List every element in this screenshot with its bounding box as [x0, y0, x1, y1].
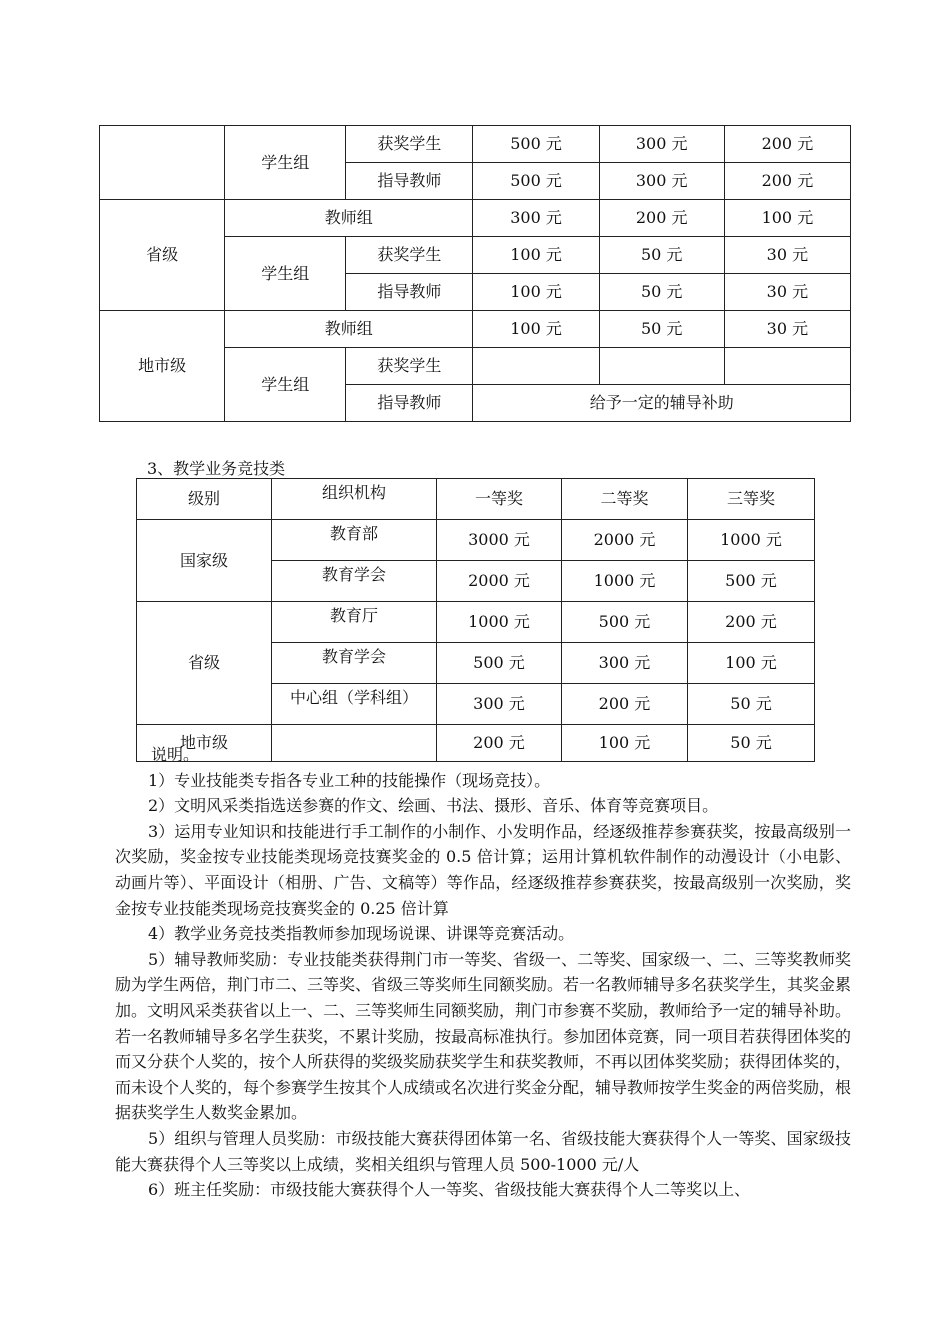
amount-cell: 200 元	[688, 602, 815, 643]
amount-cell: 1000 元	[688, 520, 815, 561]
amount-cell: 500 元	[437, 643, 562, 684]
amount-cell: 500 元	[473, 163, 599, 200]
role-cell: 获奖学生	[346, 237, 473, 274]
subsidy-cell: 给予一定的辅导补助	[473, 385, 851, 422]
group-cell: 学生组	[225, 237, 346, 311]
amount-cell: 2000 元	[437, 561, 562, 602]
amount-cell: 100 元	[562, 725, 688, 762]
header-cell: 三等奖	[688, 479, 815, 520]
amount-cell: 500 元	[562, 602, 688, 643]
section-title: 3、教学业务竞技类	[147, 459, 286, 478]
group-cell: 教师组	[225, 200, 473, 237]
amount-cell: 200 元	[724, 163, 850, 200]
amount-cell: 1000 元	[562, 561, 688, 602]
amount-cell: 200 元	[562, 684, 688, 725]
amount-cell: 50 元	[688, 684, 815, 725]
amount-cell: 500 元	[688, 561, 815, 602]
amount-cell: 50 元	[599, 274, 724, 311]
header-cell: 级别	[137, 479, 272, 520]
org-cell: 教育学会	[272, 643, 437, 684]
notes-section	[115, 742, 851, 1203]
level-cell-national	[100, 126, 225, 200]
role-cell: 获奖学生	[346, 126, 473, 163]
level-cell-provincial: 省级	[100, 200, 225, 311]
note-item: 6）班主任奖励：市级技能大赛获得个人一等奖、省级技能大赛获得个人二等奖以上、	[148, 1180, 751, 1200]
role-cell: 指导教师	[346, 274, 473, 311]
amount-cell: 30 元	[724, 237, 850, 274]
amount-cell: 100 元	[473, 237, 599, 274]
amount-cell: 100 元	[473, 274, 599, 311]
amount-cell: 200 元	[599, 200, 724, 237]
org-cell: 教育厅	[272, 602, 437, 643]
teaching-award-table	[136, 478, 815, 762]
org-cell: 中心组（学科组）	[272, 684, 437, 725]
amount-cell: 200 元	[724, 126, 850, 163]
group-cell: 学生组	[225, 126, 346, 200]
org-cell: 教育部	[272, 520, 437, 561]
amount-cell: 30 元	[724, 311, 850, 348]
note-item: 5）辅导教师奖励：专业技能类获得荆门市一等奖、省级一、二等奖、国家级一、二、三等奖教师奖励为学生两倍，荆门市二、三等奖、省级三等奖师生同额奖励。若一名教师辅导多名获奖学生，其奖金累加。文明风采类获省以上一、二、三等奖师生同额奖励，荆门市参赛不奖励，教师给予一定的辅导补助。若一名教师辅导多名学生获奖，不累计奖励，按最高标准执行。参加团体竞赛，同一项目若获得团体奖的而又分获个人奖的，按个人所获得的奖级奖励获奖学生和获奖教师，不再以团体奖奖励；获得团体奖的，而未设个人奖的，每个参赛学生按其个人成绩或名次进行奖金分配，辅导教师按学生奖金的两倍奖励，根据获奖学生人数奖金累加。	[115, 949, 852, 1123]
note-item: 3）运用专业知识和技能进行手工制作的小制作、小发明作品，经逐级推荐参赛获奖，按最高级别一次奖励，奖金按专业技能类现场竞技赛奖金的 0.5 倍计算；运用计算机软件制作的动漫设计（小电影、动画片等）、平面设计（相册、广告、文稿等）等作品，经逐级推荐参赛获奖，按最高级别一次奖励，奖金按专业技能类现场竞技赛奖金的 0.25 倍计算	[115, 821, 851, 918]
note-item: 4）教学业务竞技类指教师参加现场说课、讲课等竞赛活动。	[148, 924, 575, 944]
role-cell: 指导教师	[346, 385, 473, 422]
amount-cell: 300 元	[562, 643, 688, 684]
amount-cell: 100 元	[473, 311, 599, 348]
amount-cell: 200 元	[437, 725, 562, 762]
org-cell: 教育学会	[272, 561, 437, 602]
amount-cell: 100 元	[688, 643, 815, 684]
role-cell: 获奖学生	[346, 348, 473, 385]
amount-cell: 300 元	[599, 163, 724, 200]
note-item: 2）文明风采类指选送参赛的作文、绘画、书法、摄形、音乐、体育等竞赛项目。	[148, 796, 719, 816]
group-cell: 学生组	[225, 348, 346, 422]
note-item: 5）组织与管理人员奖励：市级技能大赛获得团体第一名、省级技能大赛获得个人一等奖、国家级技能大赛获得个人三等奖以上成绩，奖相关组织与管理人员 500-1000 元/人	[115, 1128, 851, 1174]
group-cell: 教师组	[225, 311, 473, 348]
amount-cell: 300 元	[473, 200, 599, 237]
amount-cell: 50 元	[599, 237, 724, 274]
header-cell: 二等奖	[562, 479, 688, 520]
amount-cell: 100 元	[724, 200, 850, 237]
amount-cell	[599, 348, 724, 385]
note-item: 1）专业技能类专指各专业工种的技能操作（现场竞技）。	[148, 770, 551, 790]
amount-cell	[473, 348, 599, 385]
amount-cell: 50 元	[688, 725, 815, 762]
header-cell: 组织机构	[272, 479, 437, 520]
level-cell-national: 国家级	[137, 520, 272, 602]
amount-cell: 1000 元	[437, 602, 562, 643]
notes-heading: 说明。	[151, 745, 200, 764]
role-cell: 指导教师	[346, 163, 473, 200]
amount-cell: 500 元	[473, 126, 599, 163]
amount-cell: 2000 元	[562, 520, 688, 561]
amount-cell	[724, 348, 850, 385]
award-table-continued	[99, 125, 851, 422]
level-cell-municipal: 地市级	[137, 725, 272, 762]
amount-cell: 300 元	[437, 684, 562, 725]
level-cell-provincial: 省级	[137, 602, 272, 725]
amount-cell: 300 元	[599, 126, 724, 163]
amount-cell: 30 元	[724, 274, 850, 311]
amount-cell: 3000 元	[437, 520, 562, 561]
header-cell: 一等奖	[437, 479, 562, 520]
level-cell-municipal: 地市级	[100, 311, 225, 422]
amount-cell: 50 元	[599, 311, 724, 348]
